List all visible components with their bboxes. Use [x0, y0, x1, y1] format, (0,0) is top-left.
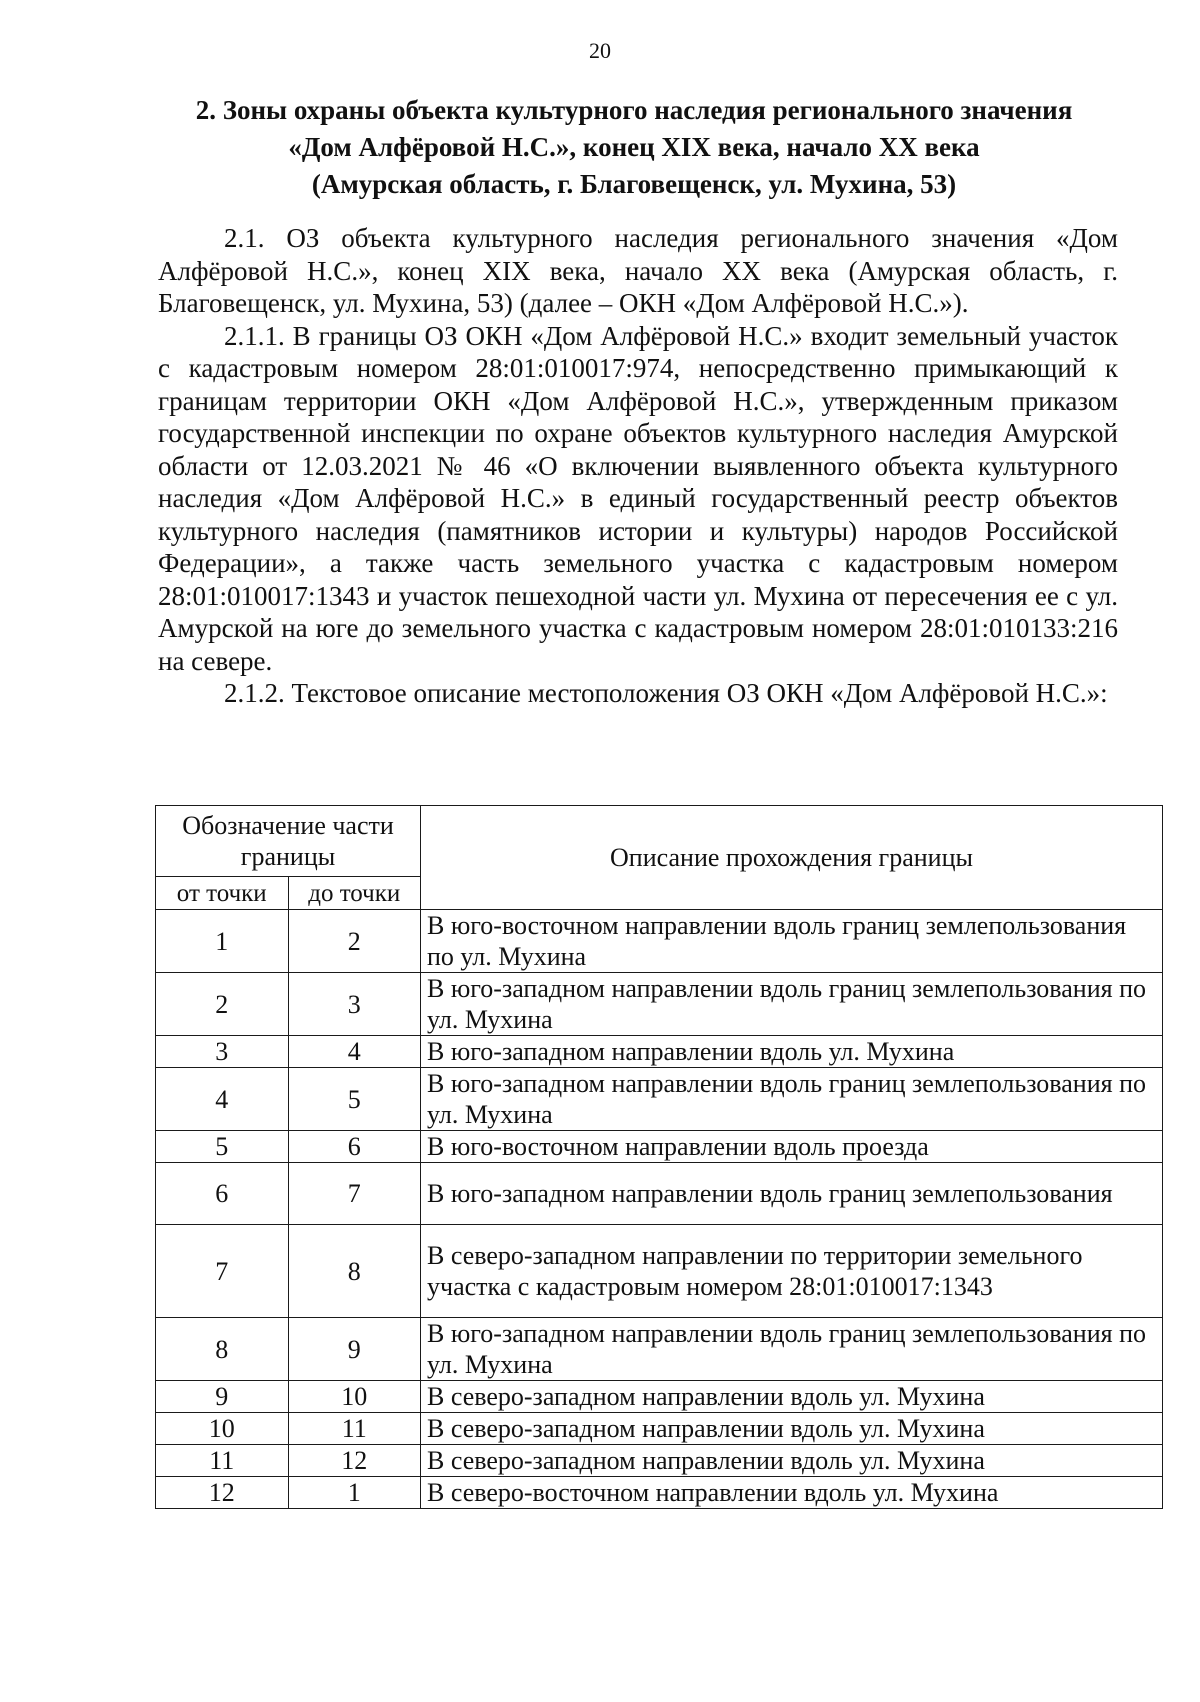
cell-description: В юго-восточном направлении вдоль границ землепользования по ул. Мухина	[421, 910, 1163, 973]
cell-to-point: 2	[288, 910, 421, 973]
cell-from-point: 4	[156, 1068, 289, 1131]
cell-from-point: 11	[156, 1445, 289, 1477]
cell-from-point: 10	[156, 1413, 289, 1445]
page-number: 20	[589, 38, 611, 63]
cell-description: В юго-западном направлении вдоль границ землепользования по ул. Мухина	[421, 1318, 1163, 1381]
paragraph-2-1-1: 2.1.1. В границы ОЗ ОКН «Дом Алфёровой Н.С.» входит земельный участок с кадастровым номером 28:01:010017:974, непосредственно примыкающий к границам территории ОКН «Дом Алфёровой Н.С.», утвержденным приказом государственной инспекции по охране объектов культурного наследия Амурской области от 12.03.2021 № 46 «О включении выявленного объекта культурного наследия «Дом Алфёровой Н.С.» в единый государственный реестр объектов культурного наследия (памятников истории и культуры) народов Российской Федерации», а также часть земельного участка с кадастровым номером 28:01:010017:1343 и участок пешеходной части ул. Мухина от пересечения ее с ул. Амурской на юге до земельного участка с кадастровым номером 28:01:010133:216 на севере.	[158, 320, 1118, 676]
cell-to-point: 6	[288, 1131, 421, 1163]
cell-description: В северо-западном направлении вдоль ул. Мухина	[421, 1381, 1163, 1413]
table-row	[156, 1163, 1163, 1225]
cell-to-point: 8	[288, 1225, 421, 1318]
table-row	[156, 1445, 1163, 1477]
cell-description: В северо-западном направлении по территории земельного участка с кадастровым номером 28:01:010017:1343	[421, 1225, 1163, 1318]
cell-from-point: 2	[156, 973, 289, 1036]
cell-to-point: 10	[288, 1381, 421, 1413]
table-row	[156, 1381, 1163, 1413]
body-text	[158, 222, 1118, 710]
cell-from-point: 1	[156, 910, 289, 973]
cell-description: В северо-западном направлении вдоль ул. Мухина	[421, 1413, 1163, 1445]
cell-to-point: 9	[288, 1318, 421, 1381]
cell-description: В юго-западном направлении вдоль границ землепользования	[421, 1163, 1163, 1225]
table-row	[156, 1068, 1163, 1131]
cell-from-point: 8	[156, 1318, 289, 1381]
cell-description: В юго-западном направлении вдоль границ землепользования по ул. Мухина	[421, 973, 1163, 1036]
cell-to-point: 7	[288, 1163, 421, 1225]
cell-description: В юго-восточном направлении вдоль проезда	[421, 1131, 1163, 1163]
cell-description: В юго-западном направлении вдоль границ землепользования по ул. Мухина	[421, 1068, 1163, 1131]
cell-description: В северо-восточном направлении вдоль ул. Мухина	[421, 1477, 1163, 1509]
table-row	[156, 910, 1163, 973]
cell-from-point: 6	[156, 1163, 289, 1225]
cell-from-point: 12	[156, 1477, 289, 1509]
cell-from-point: 9	[156, 1381, 289, 1413]
header-from-point: от точки	[156, 877, 289, 910]
header-boundary-part: Обозначение части границы	[156, 806, 421, 877]
cell-to-point: 1	[288, 1477, 421, 1509]
header-description: Описание прохождения границы	[421, 806, 1163, 910]
cell-from-point: 7	[156, 1225, 289, 1318]
table-row	[156, 1413, 1163, 1445]
paragraph-2-1-2: 2.1.2. Текстовое описание местоположения ОЗ ОКН «Дом Алфёровой Н.С.»:	[224, 678, 1108, 708]
table-row	[156, 1225, 1163, 1318]
table-row	[156, 1131, 1163, 1163]
cell-to-point: 12	[288, 1445, 421, 1477]
table-row	[156, 973, 1163, 1036]
table-row	[156, 1477, 1163, 1509]
cell-to-point: 5	[288, 1068, 421, 1131]
section-heading	[150, 92, 1118, 203]
paragraph-2-1: 2.1. ОЗ объекта культурного наследия регионального значения «Дом Алфёровой Н.С.», конец XIX века, начало XX века (Амурская область, г. Благовещенск, ул. Мухина, 53) (далее – ОКН «Дом Алфёровой Н.С.»).	[158, 223, 1118, 318]
boundary-table	[155, 805, 1163, 1509]
cell-description: В северо-западном направлении вдоль ул. Мухина	[421, 1445, 1163, 1477]
heading-line-2: «Дом Алфёровой Н.С.», конец XIX века, начало XX века	[288, 132, 980, 162]
table-body	[156, 910, 1163, 1509]
heading-line-3: (Амурская область, г. Благовещенск, ул. Мухина, 53)	[311, 169, 957, 199]
cell-to-point: 3	[288, 973, 421, 1036]
header-to-point: до точки	[288, 877, 421, 910]
cell-to-point: 11	[288, 1413, 421, 1445]
cell-to-point: 4	[288, 1036, 421, 1068]
cell-description: В юго-западном направлении вдоль ул. Мухина	[421, 1036, 1163, 1068]
heading-line-1: 2. Зоны охраны объекта культурного наследия регионального значения	[195, 95, 1073, 125]
table-row	[156, 1036, 1163, 1068]
table-row	[156, 1318, 1163, 1381]
cell-from-point: 3	[156, 1036, 289, 1068]
cell-from-point: 5	[156, 1131, 289, 1163]
